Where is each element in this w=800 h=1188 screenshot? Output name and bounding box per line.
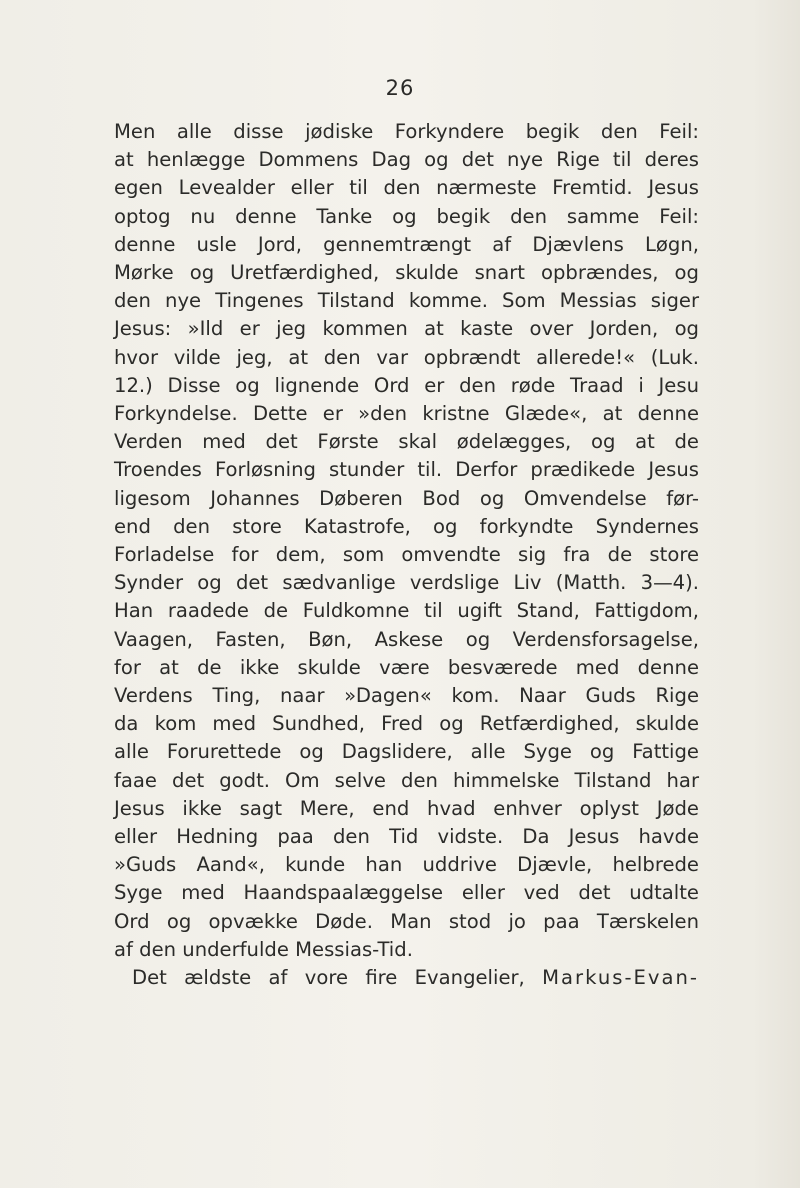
text-line-25: Jesus ikke sagt Mere, end hvad enhver oplyst Jøde: [114, 796, 699, 820]
text-line-31-start: Det ældste af vore fire Evangelier,: [132, 966, 543, 989]
text-line-9: hvor vilde jeg, at den var opbrændt allerede!« (Luk.: [114, 345, 699, 369]
text-line-15: end den store Katastrofe, og forkyndte Syndernes: [114, 514, 699, 538]
text-line-16: Forladelse for dem, som omvendte sig fra de store: [114, 543, 699, 566]
text-line-5: denne usle Jord, gennemtrængt af Djævlens Løgn,: [114, 232, 699, 256]
text-line-18: Han raadede de Fuldkomne til ugift Stand, Fattigdom,: [114, 599, 699, 623]
text-line-2: at henlægge Dommens Dag og det nye Rige til deres: [114, 148, 699, 172]
text-line-21: Verdens Ting, naar »Dagen« kom. Naar Guds Rige: [114, 684, 699, 707]
text-line-31-spaced: Markus-Evan-: [542, 966, 699, 989]
text-line-13: Troendes Forløsning stunder til. Derfor prædikede Jesus: [114, 458, 699, 482]
text-line-24: faae det godt. Om selve den himmelske Tilstand har: [114, 768, 699, 792]
text-line-8: Jesus: »Ild er jeg kommen at kaste over Jorden, og: [114, 317, 699, 341]
text-line-11: Forkyndelse. Dette er »den kristne Glæde«, at denne: [114, 402, 699, 425]
text-line-20: for at de ikke skulde være besværede med denne: [114, 655, 699, 679]
text-line-7: den nye Tingenes Tilstand komme. Som Messias siger: [114, 289, 699, 313]
text-line-1: Men alle disse jødiske Forkyndere begik den Feil:: [114, 120, 699, 143]
text-line-19: Vaagen, Fasten, Bøn, Askese og Verdensforsagelse,: [114, 627, 699, 651]
text-line-31: [132, 964, 699, 992]
text-line-14: ligesom Johannes Døberen Bod og Omvendelse før-: [114, 486, 699, 510]
text-line-22: da kom med Sundhed, Fred og Retfærdighed, skulde: [114, 712, 699, 736]
text-line-27: »Guds Aand«, kunde han uddrive Djævle, helbrede: [114, 853, 699, 877]
text-line-29: Ord og opvække Døde. Man stod jo paa Tærskelen: [114, 909, 699, 933]
text-line-30: af den underfulde Messias-Tid.: [114, 937, 413, 961]
text-line-10: 12.) Disse og lignende Ord er den røde Traad i Jesu: [114, 373, 699, 397]
text-line-23: alle Forurettede og Dagslidere, alle Syge og Fattige: [114, 740, 699, 764]
page-number: 26: [385, 76, 415, 100]
text-line-12: Verden med det Første skal ødelægges, og at de: [114, 430, 699, 454]
text-line-17: Synder og det sædvanlige verdslige Liv (Matth. 3—4).: [114, 571, 699, 595]
text-line-6: Mørke og Uretfærdighed, skulde snart opbrændes, og: [114, 261, 699, 284]
text-line-26: eller Hedning paa den Tid vidste. Da Jesus havde: [114, 825, 699, 848]
text-line-4: optog nu denne Tanke og begik den samme Feil:: [114, 204, 699, 228]
text-line-28: Syge med Haandspaalæggelse eller ved det udtalte: [114, 881, 699, 905]
text-line-3: egen Levealder eller til den nærmeste Fremtid. Jesus: [114, 176, 699, 200]
